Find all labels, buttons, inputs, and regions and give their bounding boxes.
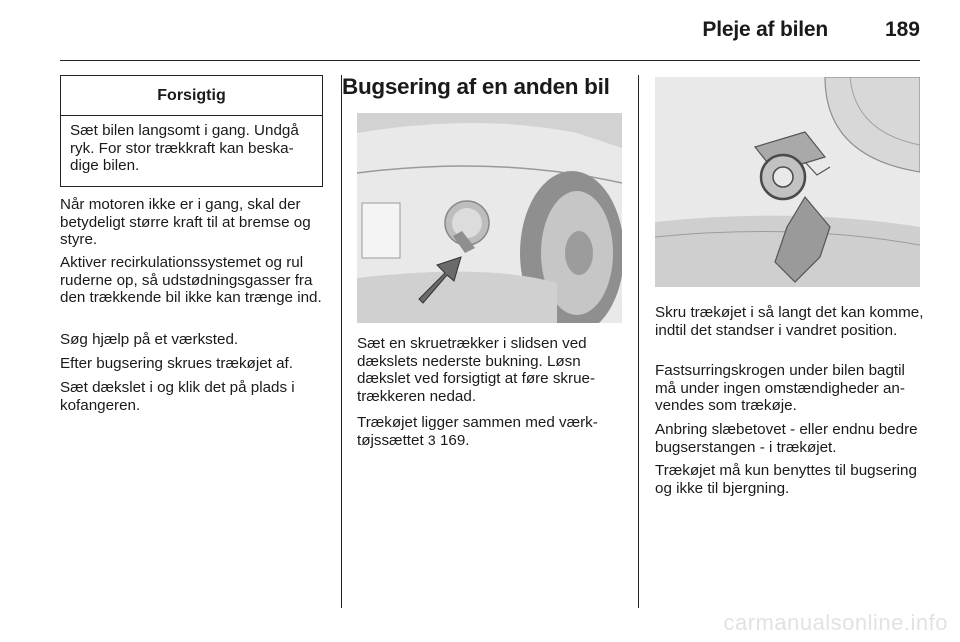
illustration-rear-bumper	[357, 113, 622, 323]
caution-heading: Forsigtig	[61, 76, 322, 116]
left-paragraph-4: Efter bugsering skrues trækøjet af.	[60, 355, 293, 372]
right-paragraph-4: Trækøjet må kun benyttes til bugsering og ikke til bjergning.	[655, 462, 917, 497]
caution-text: Sæt bilen langsomt i gang. Undgå ryk. For stor trækkraft kan beskadige bilen.	[70, 122, 299, 174]
illustration-towing-eye	[655, 77, 920, 287]
section-title: Bugsering af en anden bil	[342, 74, 610, 99]
column-divider-right	[638, 75, 639, 608]
right-paragraph-3: Anbring slæbetovet - eller endnu bedre bugserstangen - i trækøjet.	[655, 421, 918, 456]
left-paragraph-3: Søg hjælp på et værksted.	[60, 331, 239, 348]
middle-paragraph-2	[357, 414, 629, 449]
column-divider-left	[341, 75, 342, 608]
page-reference-arrow-icon: 3	[427, 431, 436, 448]
caution-box	[60, 75, 323, 187]
right-paragraph-2: Fastsurringskrogen under bilen bagtil må under ingen omstændigheder anvendes som trækøje.	[655, 362, 905, 414]
middle-paragraph-2-text: Trækøjet ligger sammen med værktøjssættet	[357, 414, 598, 449]
left-paragraph-2: Aktiver recirkulationssystemet og rul ruderne op, så udstødningsgasser fra den trækkende bil ikke kan trænge ind.	[60, 254, 322, 306]
left-paragraph-5: Sæt dækslet i og klik det på plads i kofangeren.	[60, 379, 295, 414]
middle-paragraph-1: Sæt en skruetrækker i slidsen ved dækslets nederste bukning. Løsn dækslet ved forsigtigt at føre skruetrækkeren nedad.	[357, 335, 596, 405]
left-paragraph-1: Når motoren ikke er i gang, skal der betydeligt større kraft til at bremse og styre.	[60, 196, 311, 248]
page-reference[interactable]: 169.	[439, 431, 470, 449]
right-paragraph-1: Skru trækøjet i så langt det kan komme, indtil det standser i vandret position.	[655, 304, 924, 339]
rear-bumper-drawing	[357, 113, 622, 323]
page-number: 189	[884, 18, 920, 41]
watermark: carmanualsonline.info	[723, 610, 948, 635]
header-rule	[60, 60, 920, 61]
towing-eye-drawing	[655, 77, 920, 287]
page-header-title: Pleje af bilen	[702, 18, 828, 41]
